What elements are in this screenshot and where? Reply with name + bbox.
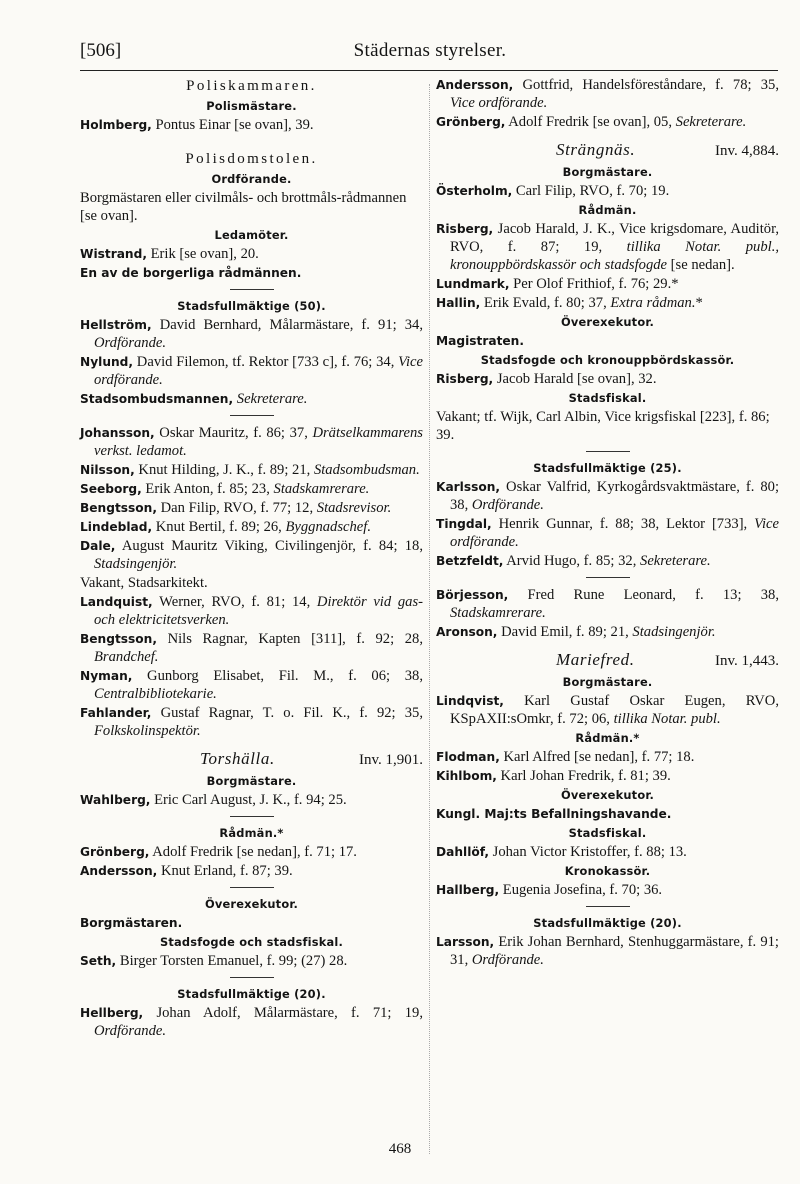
person-name: Dale, [80, 539, 116, 553]
person-details: Karl Gustaf Oskar Eugen, RVO, KSpAXII:sOmkr, f. 72; 06, [450, 693, 779, 727]
person-details: Per Olof Frithiof, f. 76; 29.* [509, 276, 679, 292]
person-details: Knut Bertil, f. 89; 26, [152, 519, 286, 535]
person-details: Johan Adolf, Målarmästare, f. 71; 19, [143, 1005, 423, 1021]
person-details: Erik Anton, f. 85; 23, [141, 481, 274, 497]
person-title: Byggnadschef. [285, 519, 371, 535]
person-title: Folkskolinspektör. [94, 723, 201, 739]
person-entry [436, 623, 779, 641]
person-entry [80, 461, 423, 479]
person-name: Seeborg, [80, 482, 142, 496]
section-divider [586, 577, 630, 578]
person-name: Andersson, [436, 78, 514, 92]
person-title: Stadsrevisor. [316, 500, 392, 516]
person-entry [80, 390, 423, 408]
town-name: Torshälla. [200, 749, 275, 768]
person-entry [436, 552, 779, 570]
person-details: Oskar Valfrid, Kyrkogårdsvaktmästare, f. 80; 38, [450, 479, 779, 513]
section-heading: Överexekutor. [560, 315, 655, 329]
person-entry [436, 515, 779, 551]
folio-number: 468 [388, 1141, 412, 1157]
person-details: Erik Johan Bernhard, Stenhuggarmästare, f. 91; 31, [450, 934, 779, 968]
section-divider [230, 415, 274, 416]
person-entry [80, 518, 423, 536]
person-details: Johan Victor Kristoffer, f. 88; 13. [489, 844, 687, 860]
header-rule [80, 70, 778, 71]
section-divider [230, 816, 274, 817]
person-name: Risberg, [436, 222, 494, 236]
person-details: Adolf Fredrik [se nedan], f. 71; 17. [149, 844, 357, 860]
town-name: Mariefred. [556, 650, 635, 669]
person-title: Brandchef. [94, 649, 159, 665]
entry-text: Borgmästaren eller civilmåls- och brottmåls-rådmannen [se ovan]. [80, 190, 407, 224]
person-details: Erik Evald, f. 80; 37, [480, 295, 611, 311]
person-title: tillika Notar. publ., kronouppbördskassör och stadsfogde [450, 239, 779, 273]
person-details: Gustaf Ragnar, T. o. Fil. K., f. 92; 35, [151, 705, 423, 721]
person-details: David Filemon, tf. Rektor [733 c], f. 76; 34, [133, 354, 399, 370]
entry-tail: [se nedan]. [667, 257, 735, 273]
person-title: Stadskamrerare. [450, 605, 546, 621]
person-title: Stadsingenjör. [94, 556, 178, 572]
person-name: Grönberg, [436, 115, 506, 129]
person-title: Ordförande. [94, 335, 167, 351]
person-entry [436, 586, 779, 622]
person-title: Vice ordförande. [94, 354, 423, 388]
section-heading: Stadsfiskal. [568, 391, 647, 405]
person-name: Bengtsson, [80, 501, 157, 515]
section-heading: Överexekutor. [560, 788, 655, 802]
person-details: Eugenia Josefina, f. 70; 36. [499, 882, 663, 898]
section-divider [230, 289, 274, 290]
person-name: Hellberg, [80, 1006, 144, 1020]
town-heading [436, 651, 779, 670]
person-details: Knut Hilding, J. K., f. 89; 21, [134, 462, 314, 478]
person-entry [80, 189, 423, 225]
person-entry [436, 933, 779, 969]
town-heading [436, 141, 779, 160]
person-name: Larsson, [436, 935, 495, 949]
running-title: Städernas styrelser. [353, 40, 507, 61]
person-entry [80, 862, 423, 880]
person-name: Grönberg, [80, 845, 150, 859]
section-divider [586, 451, 630, 452]
person-entry [436, 881, 779, 899]
person-title: Ordförande. [471, 497, 544, 513]
section-heading: Rådmän.* [219, 826, 284, 840]
left-column [80, 76, 423, 1041]
person-entry [80, 574, 423, 592]
person-details: David Emil, f. 89; 21, [497, 624, 633, 640]
person-entry [80, 499, 423, 517]
person-name: Betzfeldt, [436, 554, 504, 568]
person-title: Sekreterare. [640, 553, 711, 569]
page-header [80, 42, 780, 72]
section-heading: Borgmästare. [562, 165, 653, 179]
spaced-heading: Polisdomstolen. [185, 151, 318, 167]
entry-title: Stadsarkitekt. [127, 575, 208, 591]
person-entry [436, 767, 779, 785]
person-entry [80, 952, 423, 970]
section-heading: Överexekutor. [204, 897, 299, 911]
person-title: Centralbibliotekarie. [94, 686, 217, 702]
section-heading: Ordförande. [211, 172, 292, 186]
office-holder: Magistraten. [436, 334, 524, 348]
town-name: Strängnäs. [556, 140, 636, 159]
person-name: Österholm, [436, 184, 513, 198]
person-details: Karl Johan Fredrik, f. 81; 39. [496, 768, 671, 784]
section-heading: Borgmästare. [562, 675, 653, 689]
column-separator [429, 84, 430, 1154]
section-divider [586, 906, 630, 907]
person-entry [80, 316, 423, 352]
inhabitants: Inv. 1,901. [358, 752, 423, 768]
person-title: Stadskamrerare. [273, 481, 370, 497]
person-details: Carl Filip, RVO, f. 70; 19. [512, 183, 670, 199]
person-name: Wijk, [496, 409, 533, 425]
section-heading: Polismästare. [206, 99, 297, 113]
person-details: Werner, RVO, f. 81; 14, [152, 594, 317, 610]
section-heading: Stadsfiskal. [568, 826, 647, 840]
person-details: Pontus Einar [se ovan], 39. [151, 117, 314, 133]
person-details: Dan Filip, RVO, f. 77; 12, [156, 500, 317, 516]
person-details: Gunborg Elisabet, Fil. M., f. 06; 38, [132, 668, 423, 684]
person-details: Jacob Harald, J. K., Vice krigsdomare, Auditör, RVO, f. 87; 19, [450, 221, 779, 255]
person-name: Nyman, [80, 669, 133, 683]
person-details: August Mauritz Viking, Civilingenjör, f. 84; 18, [115, 538, 423, 554]
entry-text: Vakant, [80, 575, 128, 591]
spacer [80, 135, 423, 149]
person-details: Eric Carl August, J. K., f. 94; 25. [150, 792, 347, 808]
person-details: Oskar Mauritz, f. 86; 37, [154, 425, 313, 441]
section-heading: Rådmän. [578, 203, 637, 217]
page-number: [506] [80, 40, 122, 61]
person-title: Sekreterare. [236, 391, 308, 407]
person-name: Lundmark, [436, 277, 510, 291]
person-entry [436, 113, 779, 131]
person-details: Carl Albin, Vice krigsfiskal [223], f. 86; 39. [436, 409, 770, 443]
person-name: Seth, [80, 954, 117, 968]
person-entry [80, 843, 423, 861]
spaced-heading: Poliskammaren. [186, 78, 317, 94]
person-entry [80, 245, 423, 263]
person-entry [80, 537, 423, 573]
person-name: Lindeblad, [80, 520, 153, 534]
section-heading: Stadsfullmäktige (20). [177, 987, 326, 1001]
person-entry [436, 692, 779, 728]
section-heading: Stadsfullmäktige (20). [533, 916, 682, 930]
section-heading: Borgmästare. [206, 774, 297, 788]
person-entry [436, 370, 779, 388]
person-details: Knut Erland, f. 87; 39. [157, 863, 293, 879]
person-details: Adolf Fredrik [se ovan], 05, [505, 114, 676, 130]
person-title: Ordförande. [94, 1023, 167, 1039]
person-name: Börjesson, [436, 588, 509, 602]
person-title: Drätselkammarens verkst. ledamot. [94, 425, 423, 459]
town-heading [80, 750, 423, 769]
person-details: David Bernhard, Målarmästare, f. 91; 34, [151, 317, 423, 333]
person-details: Henrik Gunnar, f. 88; 38, Lektor [733], [491, 516, 755, 532]
person-entry [80, 704, 423, 740]
person-name: Karlsson, [436, 480, 501, 494]
person-details: Jacob Harald [se ovan], 32. [493, 371, 657, 387]
person-entry [80, 630, 423, 666]
person-details: Karl Alfred [se nedan], f. 77; 18. [499, 749, 695, 765]
person-name: Andersson, [80, 864, 158, 878]
entry-tail: * [695, 295, 703, 311]
person-name: Wahlberg, [80, 793, 151, 807]
person-title: Vice ordförande. [450, 516, 779, 550]
person-entry [436, 220, 779, 274]
person-entry [436, 843, 779, 861]
person-entry [80, 480, 423, 498]
office-holder: Borgmästaren. [80, 916, 183, 930]
person-title: Vice ordförande. [450, 95, 548, 111]
person-name: Lindqvist, [436, 694, 504, 708]
person-entry [80, 424, 423, 460]
person-entry [80, 667, 423, 703]
person-name: Hallberg, [436, 883, 500, 897]
person-entry [80, 593, 423, 629]
person-name: Dahllöf, [436, 845, 490, 859]
person-name: Johansson, [80, 426, 155, 440]
entry-text: Vakant; [436, 409, 485, 425]
person-entry [436, 294, 779, 312]
person-name: Wistrand, [80, 247, 147, 261]
person-name: Hallin, [436, 296, 481, 310]
section-divider [230, 887, 274, 888]
person-title: Ordförande. [471, 952, 544, 968]
person-name: Flodman, [436, 750, 500, 764]
person-details: Birger Torsten Emanuel, f. 99; (27) 28. [116, 953, 348, 969]
person-details: Arvid Hugo, f. 85; 32, [503, 553, 641, 569]
person-name: Fahlander, [80, 706, 152, 720]
section-divider [230, 977, 274, 978]
person-entry [80, 116, 423, 134]
person-title: Sekreterare. [675, 114, 747, 130]
section-heading: Kronokassör. [564, 864, 651, 878]
person-entry [80, 791, 423, 809]
person-entry [436, 478, 779, 514]
section-heading: Ledamöter. [214, 228, 289, 242]
person-name: Holmberg, [80, 118, 152, 132]
person-name: Nylund, [80, 355, 134, 369]
person-name: Kihlbom, [436, 769, 497, 783]
inhabitants: Inv. 1,443. [714, 653, 779, 669]
person-title: tillika Notar. publ. [613, 711, 721, 727]
person-entry [436, 182, 779, 200]
person-name: Risberg, [436, 372, 494, 386]
person-entry [436, 76, 779, 112]
person-name: Landquist, [80, 595, 153, 609]
person-entry [436, 408, 779, 444]
person-name: Nilsson, [80, 463, 135, 477]
person-entry [436, 275, 779, 293]
person-name: Tingdal, [436, 517, 492, 531]
person-entry [436, 748, 779, 766]
person-title: Stadsombudsman. [313, 462, 420, 478]
person-name: Hellström, [80, 318, 152, 332]
section-heading: Stadsfogde och stadsfiskal. [159, 935, 344, 949]
section-heading: Stadsfullmäktige (50). [177, 299, 326, 313]
office-holder: Kungl. Maj:ts Befallningshavande. [436, 807, 672, 821]
person-name: Aronson, [436, 625, 498, 639]
person-name: Stadsombudsmannen, [80, 392, 234, 406]
person-details: Erik [se ovan], 20. [146, 246, 259, 262]
person-entry [80, 353, 423, 389]
person-title: Stadsingenjör. [632, 624, 716, 640]
person-name: Bengtsson, [80, 632, 157, 646]
section-heading: Stadsfullmäktige (25). [533, 461, 682, 475]
section-heading: Rådmän.* [575, 731, 640, 745]
person-title: Extra rådman. [610, 295, 696, 311]
right-column [436, 76, 779, 970]
person-entry [80, 1004, 423, 1040]
office-holder: En av de borgerliga rådmännen. [80, 266, 302, 280]
person-details: Nils Ragnar, Kapten [311], f. 92; 28, [156, 631, 423, 647]
inhabitants: Inv. 4,884. [714, 143, 779, 159]
section-heading: Stadsfogde och kronouppbördskassör. [480, 353, 735, 367]
entry-title: tf. [484, 409, 497, 425]
person-details: Gottfrid, Handelsföreståndare, f. 78; 35, [513, 77, 779, 93]
person-title: Direktör vid gas- och elektricitetsverken. [94, 594, 423, 628]
person-details: Fred Rune Leonard, f. 13; 38, [508, 587, 779, 603]
